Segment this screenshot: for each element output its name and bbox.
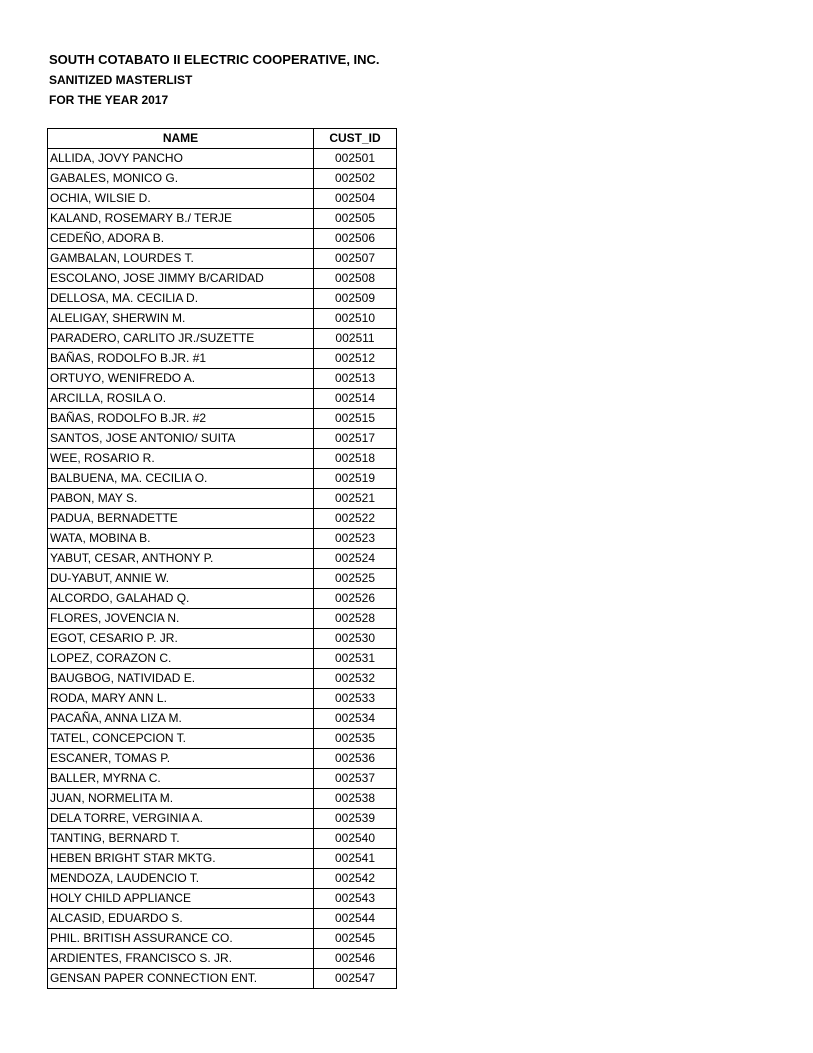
customer-id-cell: 002541 (314, 849, 397, 869)
table-row (48, 409, 397, 429)
table-header (48, 129, 397, 149)
customer-id-cell: 002536 (314, 749, 397, 769)
table-row (48, 229, 397, 249)
customer-name-cell: WATA, MOBINA B. (48, 529, 314, 549)
customer-name-cell: GENSAN PAPER CONNECTION ENT. (48, 969, 314, 989)
table-row (48, 209, 397, 229)
table-row (48, 369, 397, 389)
customer-name-cell: PARADERO, CARLITO JR./SUZETTE (48, 329, 314, 349)
customer-name-cell: ALELIGAY, SHERWIN M. (48, 309, 314, 329)
customer-name-cell: GABALES, MONICO G. (48, 169, 314, 189)
customer-id-cell: 002506 (314, 229, 397, 249)
customer-name-cell: KALAND, ROSEMARY B./ TERJE (48, 209, 314, 229)
table-row (48, 749, 397, 769)
table-row (48, 569, 397, 589)
customer-id-cell: 002511 (314, 329, 397, 349)
column-header-cust-id: CUST_ID (314, 129, 397, 149)
table-row (48, 609, 397, 629)
customer-id-cell: 002510 (314, 309, 397, 329)
table-row (48, 689, 397, 709)
customer-id-cell: 002519 (314, 469, 397, 489)
customer-id-cell: 002532 (314, 669, 397, 689)
customer-id-cell: 002502 (314, 169, 397, 189)
table-row (48, 589, 397, 609)
customer-id-cell: 002512 (314, 349, 397, 369)
table-row (48, 189, 397, 209)
customer-id-cell: 002537 (314, 769, 397, 789)
table-row (48, 869, 397, 889)
customer-id-cell: 002542 (314, 869, 397, 889)
customer-name-cell: BAÑAS, RODOLFO B.JR. #2 (48, 409, 314, 429)
customer-name-cell: GAMBALAN, LOURDES T. (48, 249, 314, 269)
customer-id-cell: 002513 (314, 369, 397, 389)
customer-name-cell: BAÑAS, RODOLFO B.JR. #1 (48, 349, 314, 369)
table-row (48, 969, 397, 989)
customer-name-cell: BALLER, MYRNA C. (48, 769, 314, 789)
table-row (48, 909, 397, 929)
customer-name-cell: EGOT, CESARIO P. JR. (48, 629, 314, 649)
table-row (48, 489, 397, 509)
customer-name-cell: PHIL. BRITISH ASSURANCE CO. (48, 929, 314, 949)
table-row (48, 269, 397, 289)
table-row (48, 429, 397, 449)
table-row (48, 349, 397, 369)
customer-name-cell: ORTUYO, WENIFREDO A. (48, 369, 314, 389)
customer-id-cell: 002531 (314, 649, 397, 669)
table-row (48, 929, 397, 949)
table-row (48, 289, 397, 309)
table-row (48, 329, 397, 349)
table-row (48, 789, 397, 809)
table-row (48, 449, 397, 469)
customer-id-cell: 002522 (314, 509, 397, 529)
table-row (48, 309, 397, 329)
customer-name-cell: ESCANER, TOMAS P. (48, 749, 314, 769)
customer-id-cell: 002528 (314, 609, 397, 629)
customer-name-cell: PADUA, BERNADETTE (48, 509, 314, 529)
table-row (48, 729, 397, 749)
customer-id-cell: 002539 (314, 809, 397, 829)
customer-name-cell: ALCORDO, GALAHAD Q. (48, 589, 314, 609)
customer-id-cell: 002547 (314, 969, 397, 989)
customer-name-cell: OCHIA, WILSIE D. (48, 189, 314, 209)
table-row (48, 769, 397, 789)
customer-id-cell: 002544 (314, 909, 397, 929)
table-row (48, 509, 397, 529)
table-row (48, 849, 397, 869)
table-row (48, 889, 397, 909)
customer-name-cell: ESCOLANO, JOSE JIMMY B/CARIDAD (48, 269, 314, 289)
customer-name-cell: ARDIENTES, FRANCISCO S. JR. (48, 949, 314, 969)
table-row (48, 469, 397, 489)
customer-id-cell: 002524 (314, 549, 397, 569)
customer-id-cell: 002501 (314, 149, 397, 169)
customer-name-cell: ALLIDA, JOVY PANCHO (48, 149, 314, 169)
customer-name-cell: DU-YABUT, ANNIE W. (48, 569, 314, 589)
customer-name-cell: BAUGBOG, NATIVIDAD E. (48, 669, 314, 689)
customer-id-cell: 002509 (314, 289, 397, 309)
customer-id-cell: 002517 (314, 429, 397, 449)
document-year: FOR THE YEAR 2017 (49, 93, 169, 107)
table-row (48, 149, 397, 169)
customer-name-cell: LOPEZ, CORAZON C. (48, 649, 314, 669)
table-row (48, 169, 397, 189)
customer-name-cell: PABON, MAY S. (48, 489, 314, 509)
customer-name-cell: PACAÑA, ANNA LIZA M. (48, 709, 314, 729)
customer-id-cell: 002505 (314, 209, 397, 229)
customer-name-cell: TATEL, CONCEPCION T. (48, 729, 314, 749)
table-row (48, 389, 397, 409)
customer-id-cell: 002526 (314, 589, 397, 609)
customer-name-cell: FLORES, JOVENCIA N. (48, 609, 314, 629)
customer-id-cell: 002540 (314, 829, 397, 849)
table-row (48, 709, 397, 729)
customer-id-cell: 002545 (314, 929, 397, 949)
table-row (48, 529, 397, 549)
table-row (48, 669, 397, 689)
customer-id-cell: 002521 (314, 489, 397, 509)
customer-name-cell: JUAN, NORMELITA M. (48, 789, 314, 809)
table-row (48, 829, 397, 849)
customer-name-cell: MENDOZA, LAUDENCIO T. (48, 869, 314, 889)
customer-id-cell: 002538 (314, 789, 397, 809)
customer-id-cell: 002507 (314, 249, 397, 269)
table-row (48, 809, 397, 829)
customer-name-cell: ARCILLA, ROSILA O. (48, 389, 314, 409)
customer-id-cell: 002508 (314, 269, 397, 289)
customer-name-cell: RODA, MARY ANN L. (48, 689, 314, 709)
customer-id-cell: 002535 (314, 729, 397, 749)
customer-name-cell: YABUT, CESAR, ANTHONY P. (48, 549, 314, 569)
customer-name-cell: ALCASID, EDUARDO S. (48, 909, 314, 929)
customer-id-cell: 002530 (314, 629, 397, 649)
customer-name-cell: BALBUENA, MA. CECILIA O. (48, 469, 314, 489)
customer-name-cell: HEBEN BRIGHT STAR MKTG. (48, 849, 314, 869)
customer-name-cell: SANTOS, JOSE ANTONIO/ SUITA (48, 429, 314, 449)
customer-id-cell: 002514 (314, 389, 397, 409)
table-row (48, 249, 397, 269)
customer-id-cell: 002515 (314, 409, 397, 429)
customer-id-cell: 002518 (314, 449, 397, 469)
customer-name-cell: DELLOSA, MA. CECILIA D. (48, 289, 314, 309)
table-row (48, 649, 397, 669)
company-name: SOUTH COTABATO II ELECTRIC COOPERATIVE, INC. (49, 52, 380, 67)
masterlist-table (47, 128, 397, 989)
table-row (48, 629, 397, 649)
table-row (48, 549, 397, 569)
customer-id-cell: 002534 (314, 709, 397, 729)
customer-name-cell: DELA TORRE, VERGINIA A. (48, 809, 314, 829)
header-row (48, 129, 397, 149)
customer-id-cell: 002504 (314, 189, 397, 209)
customer-name-cell: WEE, ROSARIO R. (48, 449, 314, 469)
customer-id-cell: 002525 (314, 569, 397, 589)
table-row (48, 949, 397, 969)
customer-id-cell: 002546 (314, 949, 397, 969)
customer-name-cell: HOLY CHILD APPLIANCE (48, 889, 314, 909)
customer-id-cell: 002533 (314, 689, 397, 709)
document-subtitle: SANITIZED MASTERLIST (49, 73, 193, 87)
table-body (48, 149, 397, 989)
customer-id-cell: 002523 (314, 529, 397, 549)
customer-name-cell: CEDEÑO, ADORA B. (48, 229, 314, 249)
document-header (49, 50, 380, 110)
customer-name-cell: TANTING, BERNARD T. (48, 829, 314, 849)
column-header-name: NAME (48, 129, 314, 149)
customer-id-cell: 002543 (314, 889, 397, 909)
